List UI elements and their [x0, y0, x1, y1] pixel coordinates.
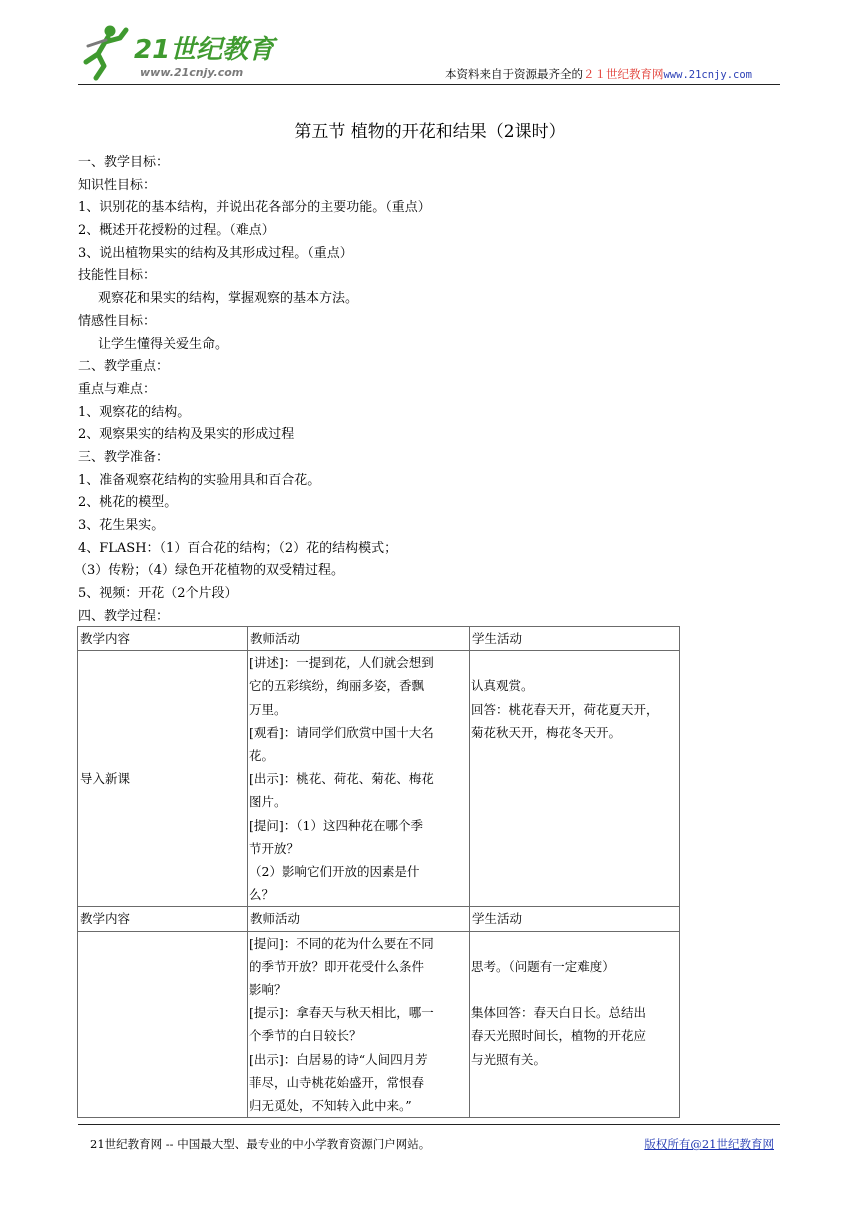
body-line: 2、观察果实的结构及果实的形成过程: [78, 427, 295, 443]
column-header: 学生活动: [470, 907, 680, 931]
column-header: 教师活动: [248, 907, 470, 931]
column-header: 学生活动: [470, 627, 680, 651]
cell-line: 图片。: [249, 794, 287, 810]
cell-line: [出示]：白居易的诗“人间四月芳: [249, 1051, 428, 1067]
cell-line: [提问]：（1）这四种花在哪个季: [249, 817, 423, 833]
teaching-process-table: [77, 626, 680, 1118]
cell-line: 菊花秋天开，梅花冬天开。: [471, 724, 622, 740]
page-footer: [78, 1124, 780, 1151]
student-activity-cell: [470, 651, 680, 907]
cell-line: 个季节的白日较长？: [249, 1028, 362, 1044]
document-body: [74, 152, 688, 628]
page-title: 第五节 植物的开花和结果（2课时）: [294, 122, 566, 142]
header-note: [445, 66, 752, 82]
body-line: 一、教学目标：: [78, 155, 170, 170]
cell-line: （2）影响它们开放的因素是什: [249, 864, 420, 880]
body-line: 3、说出植物果实的结构及其形成过程。（重点）: [78, 245, 353, 261]
cell-line: 的季节开放？即开花受什么条件: [249, 958, 425, 974]
cell-line: 菲尽，山寺桃花始盛开，常恨春: [249, 1074, 425, 1090]
header-note-highlight: ２１世纪教育网: [582, 67, 664, 81]
body-line: 二、教学重点：: [78, 359, 170, 375]
cell-line: [提示]：拿春天与秋天相比，哪一: [249, 1005, 434, 1021]
body-line: 知识性目标：: [78, 177, 157, 193]
cell-line: [观看]：请同学们欣赏中国十大名: [249, 724, 434, 740]
cell-line: 春天光照时间长，植物的开花应: [471, 1028, 647, 1044]
cell-line: [提问]：不同的花为什么要在不同: [249, 935, 434, 951]
cell-line: 它的五彩缤纷，绚丽多姿，香飘: [249, 678, 425, 694]
body-line: 观察花和果实的结构，掌握观察的基本方法。: [98, 291, 359, 307]
student-activity-cell: [470, 931, 680, 1118]
content-cell: 导入新课: [78, 651, 248, 907]
cell-line: 花。: [249, 748, 275, 764]
cell-line: 思考。（问题有一定难度）: [471, 958, 615, 974]
logo-url: www.21cnjy.com: [140, 66, 244, 79]
body-line: 三、教学准备：: [78, 449, 170, 465]
body-line: 1、识别花的基本结构，并说出花各部分的主要功能。（重点）: [78, 200, 431, 216]
header-note-url[interactable]: www.21cnjy.com: [663, 69, 752, 81]
footer-divider: [78, 1124, 780, 1125]
body-line: 2、桃花的模型。: [78, 495, 178, 511]
cell-line: 节开放？: [249, 840, 300, 856]
body-line: 1、观察花的结构。: [78, 404, 191, 420]
cell-line: 认真观赏。: [471, 678, 534, 694]
cell-line: [出示]：桃花、荷花、菊花、梅花: [249, 771, 434, 787]
body-line: 3、花生果实。: [78, 518, 165, 533]
column-header: 教学内容: [78, 907, 248, 931]
body-line: 1、准备观察花结构的实验用具和百合花。: [78, 472, 321, 488]
page-header: [78, 22, 780, 86]
header-note-prefix: 本资料来自于资源最齐全的: [444, 67, 583, 81]
table-row: [78, 651, 680, 907]
body-line: 技能性目标：: [78, 268, 157, 284]
cell-line: 集体回答：春天白日长。总结出: [471, 1005, 647, 1021]
cell-line: 万里。: [249, 701, 287, 717]
footer-text: 21世纪教育网 -- 中国最大型、最专业的中小学教育资源门户网站。: [90, 1137, 431, 1151]
table-header-row: [78, 907, 680, 931]
cell-line: 么？: [249, 887, 275, 903]
body-line: 四、教学过程：: [78, 608, 170, 624]
body-line: 让学生懂得关爱生命。: [98, 336, 229, 352]
body-line: 5、视频：开花（2个片段）: [78, 586, 238, 602]
column-header: 教学内容: [78, 627, 248, 651]
site-logo: [78, 22, 288, 82]
cell-line: [讲述]：一提到花，人们就会想到: [249, 655, 434, 671]
cell-line: 影响？: [249, 982, 287, 998]
cell-line: 与光照有关。: [471, 1051, 547, 1067]
teacher-activity-cell: [248, 931, 470, 1118]
header-divider: [78, 84, 780, 85]
body-line: 4、FLASH：（1）百合花的结构；（2）花的结构模式；: [78, 540, 398, 556]
logo-text: 21世纪教育: [134, 35, 275, 65]
cell-line: 回答：桃花春天开，荷花夏天开，: [471, 701, 659, 717]
runner-icon: [86, 26, 126, 79]
body-line: 2、概述开花授粉的过程。（难点）: [78, 223, 275, 239]
body-line: （3）传粉；（4）绿色开花植物的双受精过程。: [74, 563, 345, 579]
copyright-link[interactable]: 版权所有@21世纪教育网: [644, 1137, 774, 1151]
body-line: 重点与难点：: [78, 381, 157, 397]
content-cell: [78, 931, 248, 1118]
column-header: 教师活动: [248, 627, 470, 651]
table-header-row: [78, 627, 680, 651]
teacher-activity-cell: [248, 651, 470, 907]
body-line: 情感性目标：: [78, 313, 157, 329]
cell-line: 归无觅处，不知转入此中来。”: [249, 1098, 412, 1114]
table-row: [78, 931, 680, 1118]
